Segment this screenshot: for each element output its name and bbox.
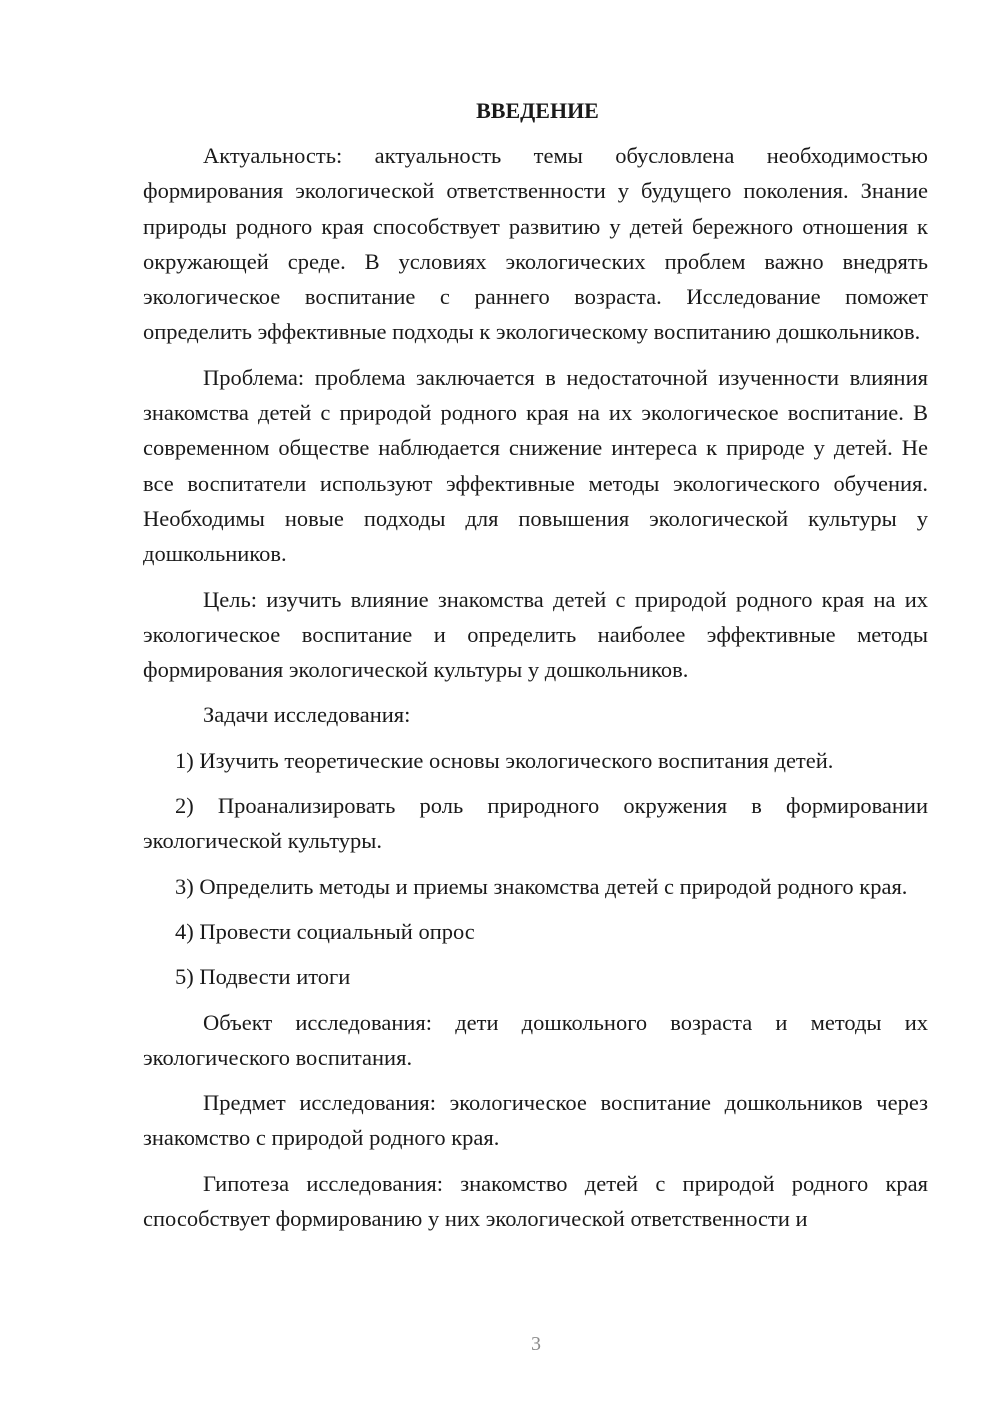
problem-paragraph: Проблема: проблема заключается в недостаточной изученности влияния знакомства детей с природой родного края на их экологическое воспитание. В современном обществе наблюдается снижение интереса к природе у детей. Не все воспитатели используют эффективные методы экологического обучения. Необходимы новые подходы для повышения экологической культуры у дошкольников. — [143, 364, 928, 567]
hypothesis-paragraph: Гипотеза исследования: знакомство детей с природой родного края способствует формированию у них экологической ответственности и — [143, 1170, 928, 1232]
object-paragraph: Объект исследования: дети дошкольного возраста и методы их экологического воспитания. — [143, 1009, 928, 1070]
tasks-title: Задачи исследования: — [203, 702, 411, 728]
relevance-paragraph: Актуальность: актуальность темы обусловлена необходимостью формирования экологической ответственности у будущего поколения. Знание природы родного края способствует развитию у детей бережного отношения к окружающей среде. В условиях экологических проблем важно внедрять экологическое воспитание с раннего возраста. Исследование поможет определить эффективные подходы к экологическому воспитанию дошкольников. — [143, 143, 928, 345]
task-item-4: 4) Провести социальный опрос — [175, 918, 475, 944]
task-item-1: 1) Изучить теоретические основы экологического воспитания детей. — [175, 747, 834, 773]
subject-paragraph: Предмет исследования: экологическое воспитание дошкольников через знакомство с природой родного края. — [143, 1090, 928, 1151]
page-number: 3 — [531, 1333, 541, 1355]
task-item-5: 5) Подвести итоги — [175, 964, 351, 990]
goal-paragraph: Цель: изучить влияние знакомства детей с природой родного края на их экологическое воспитание и определить наиболее эффективные методы формирования экологической культуры у дошкольников. — [143, 586, 928, 683]
section-heading: ВВЕДЕНИЕ — [476, 98, 599, 123]
document-page — [143, 93, 928, 1236]
task-item-3: 3) Определить методы и приемы знакомства детей с природой родного края. — [175, 873, 908, 899]
task-item-2: 2) Проанализировать роль природного окружения в формировании экологической культуры. — [143, 793, 928, 854]
